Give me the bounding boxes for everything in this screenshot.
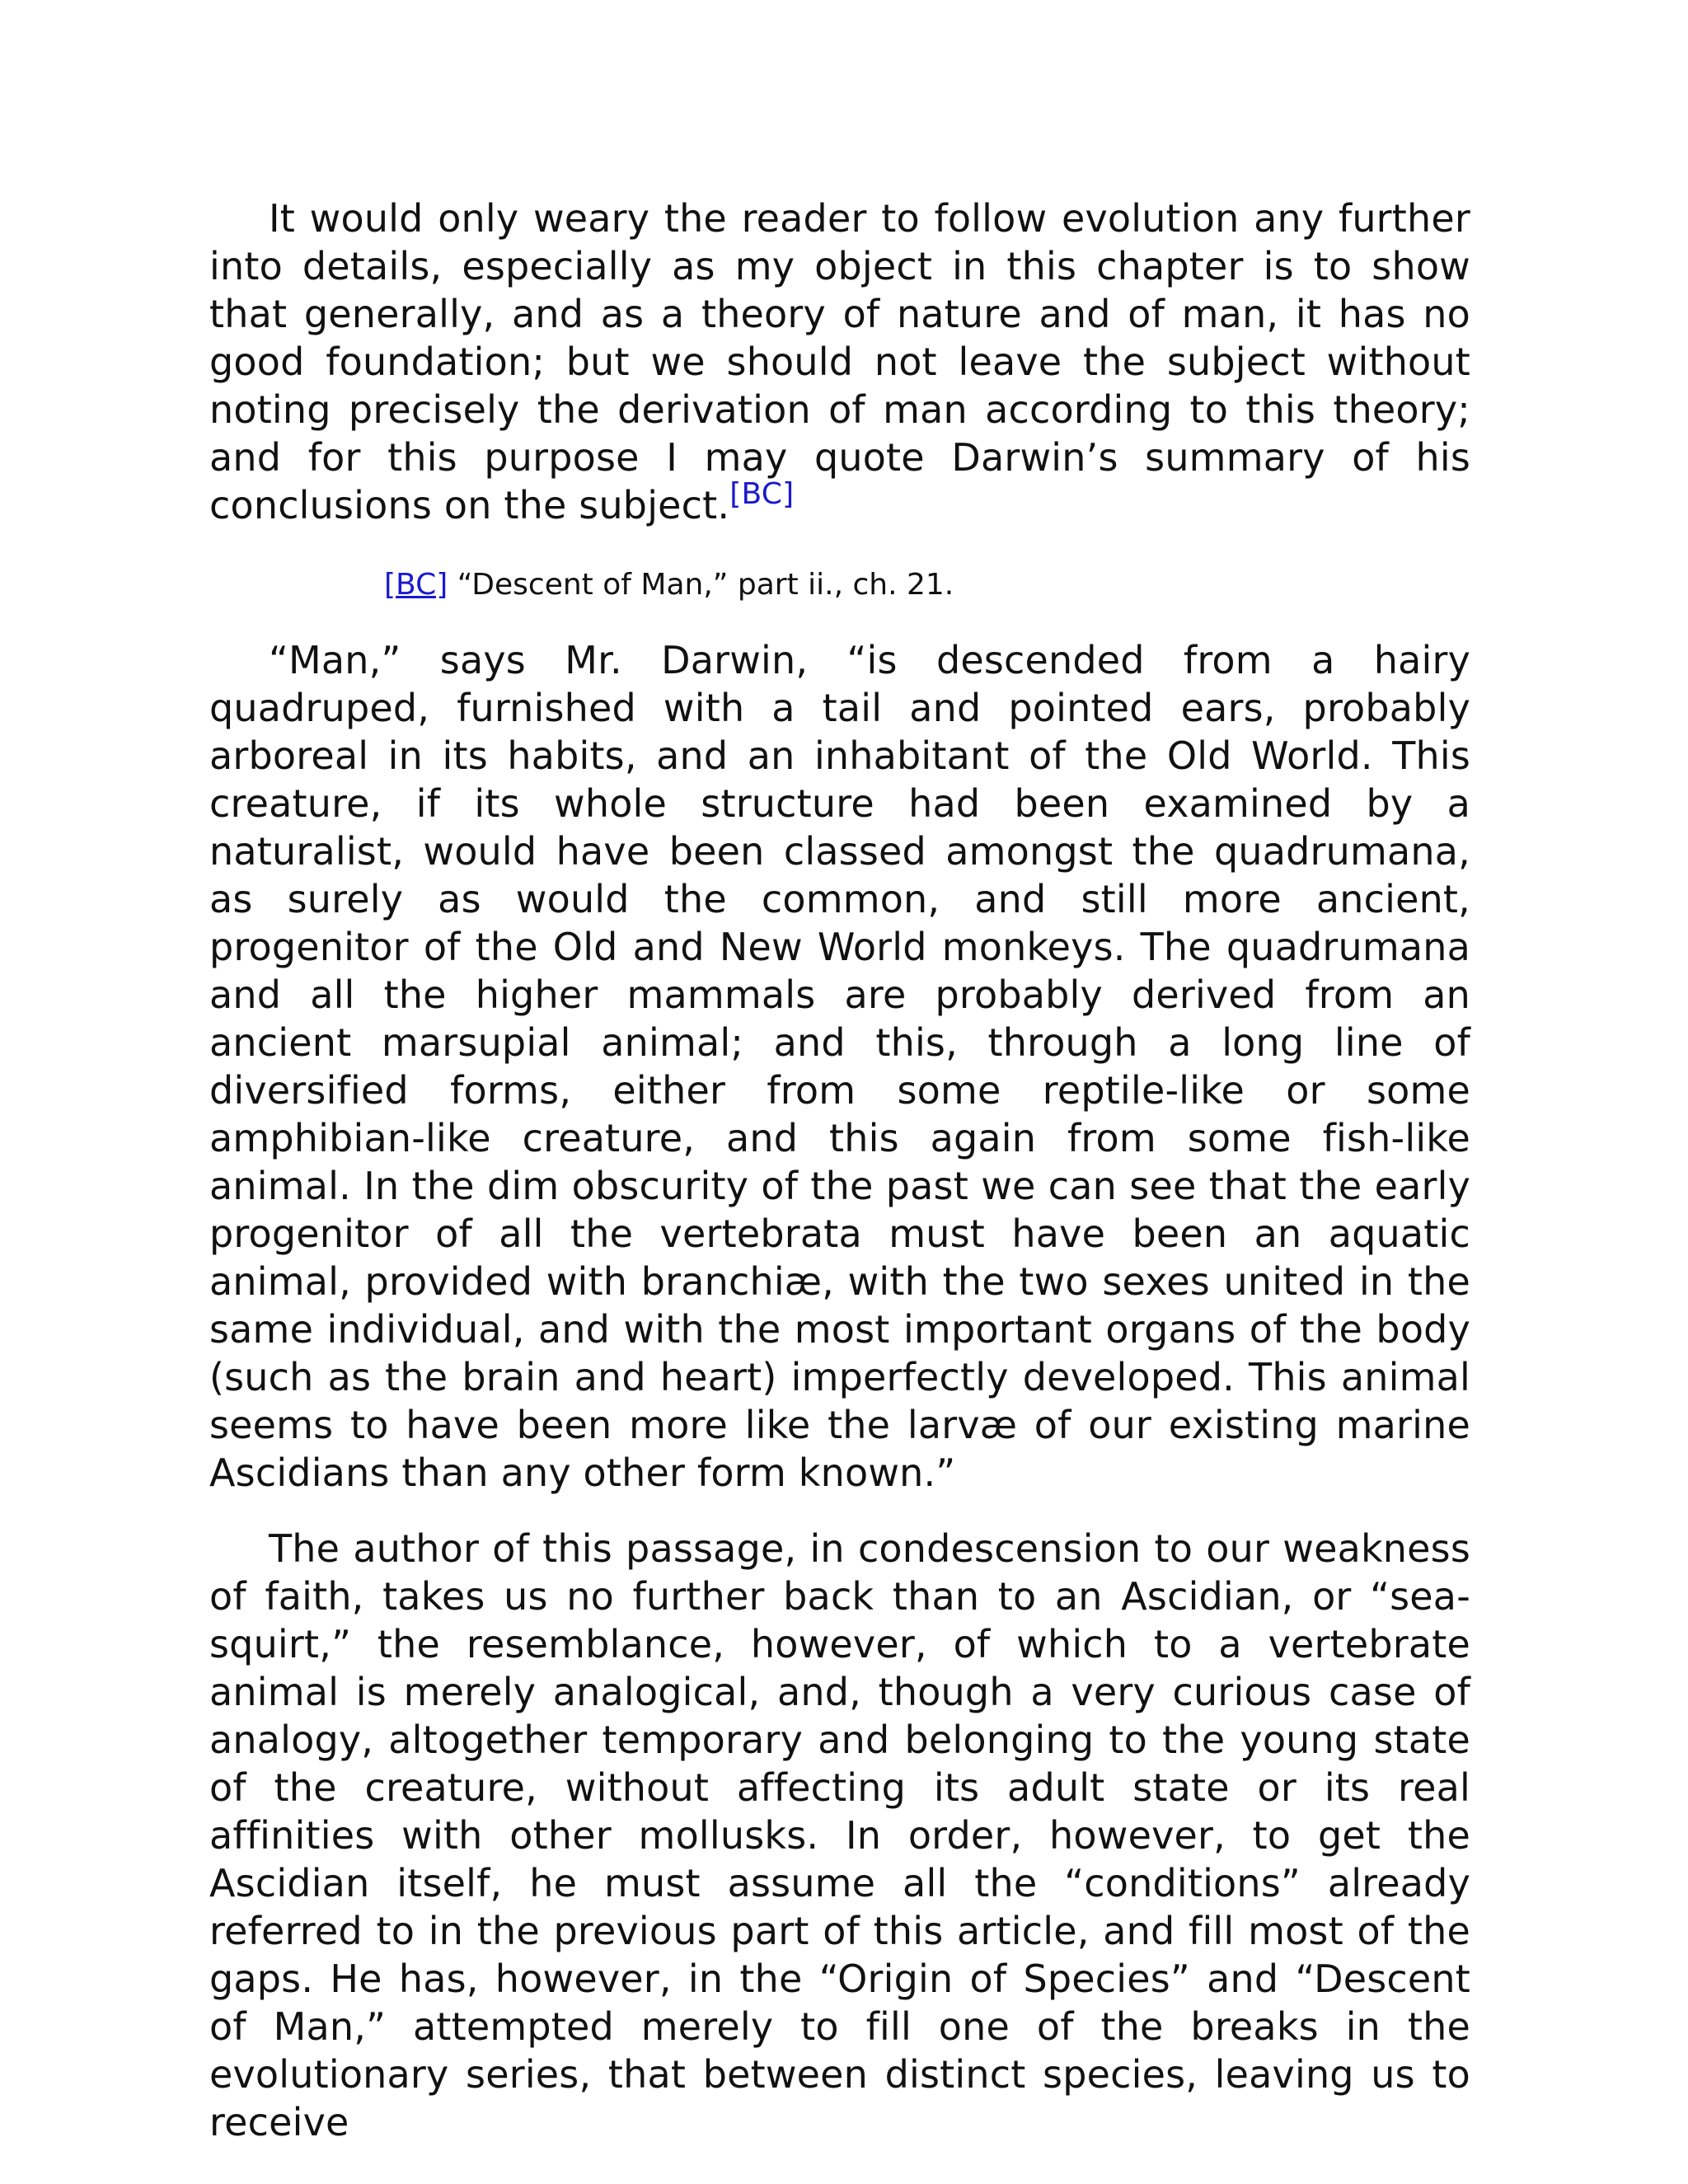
paragraph-darwin-quote: “Man,” says Mr. Darwin, “is descended from a hairy quadruped, furnished with a tail and pointed ears, probably arboreal in its habits, and an inhabitant of the Old World. This creature, if its whole structure had been examined by a naturalist, would have been classed amongst the quadrumana, as surely as would the common, and still more ancient, progenitor of the Old and New World monkeys. The quadrumana and all the higher mammals are probably derived from an ancient marsupial animal; and this, through a long line of diversified forms, either from some reptile-like or some amphibian-like creature, and this again from some fish-like animal. In the dim obscurity of the past we can see that the early progenitor of all the vertebrata must have been an aquatic animal, provided with branchiæ, with the two sexes united in the same individual, and with the most important organs of the body (such as the brain and heart) imperfectly developed. This animal seems to have been more like the larvæ of our existing marine Ascidians than any other form known.”: [209, 638, 1470, 1495]
footnote-reference-link[interactable]: [BC]: [729, 477, 795, 511]
paragraph-intro-text: It would only weary the reader to follow evolution any further into details, especially as my object in this chapter is to show that generally, and as a theory of nature and of man, it has no good foundation; but we should not leave the subject without noting precisely the derivation of man according to this theory; and for this purpose I may quote Darwin’s summary of his conclusions on the subject.: [209, 196, 1470, 527]
footnote-back-link[interactable]: [BC]: [384, 568, 448, 602]
footnote-text: “Descent of Man,” part ii., ch. 21.: [457, 568, 954, 602]
paragraph-ascidian: The author of this passage, in condescension to our weakness of faith, takes us no further back than to an Ascidian, or “sea-squirt,” the resemblance, however, of which to a vertebrate animal is merely analogical, and, though a very curious case of analogy, altogether temporary and belonging to the young state of the creature, without affecting its adult state or its real affinities with other mollusks. In order, however, to get the Ascidian itself, he must assume all the “conditions” already referred to in the previous part of this article, and fill most of the gaps. He has, however, in the “Origin of Species” and “Descent of Man,” attempted merely to fill one of the breaks in the evolutionary series, that between distinct species, leaving us to receive: [209, 1526, 1470, 2144]
footnote: [384, 567, 1470, 603]
paragraph-intro: [209, 194, 1470, 529]
document-page: [209, 194, 1470, 2146]
